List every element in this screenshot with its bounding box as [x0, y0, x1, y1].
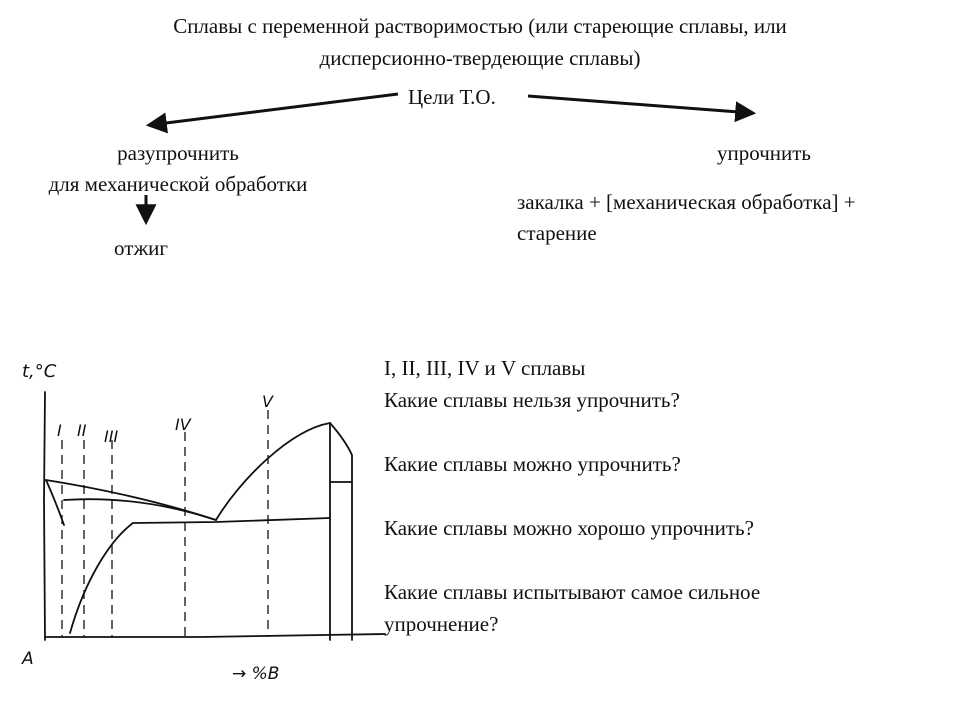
alloy-label-5: V: [262, 392, 273, 411]
procedure-line-2: старение: [517, 221, 597, 245]
title-line-1: Сплавы с переменной растворимостью (или стареющие сплавы, или: [173, 14, 787, 38]
question-1: Какие сплавы нельзя упрочнить?: [384, 388, 680, 412]
questions-intro: I, II, III, IV и V сплавы: [384, 356, 586, 380]
question-4-line-1: Какие сплавы испытывают самое сильное: [384, 580, 761, 604]
soften-purpose: для механической обработки: [48, 172, 308, 196]
question-4-line-2: упрочнение?: [384, 612, 499, 636]
liquidus-right: [216, 423, 330, 520]
question-2: Какие сплавы можно упрочнить?: [384, 452, 681, 476]
alloy-label-3: III: [104, 427, 119, 446]
right-phase-boundary: [330, 423, 352, 482]
composition-axis: [45, 634, 385, 637]
alloy-label-1: I: [57, 421, 62, 440]
goal-node: Цели Т.О.: [408, 85, 496, 109]
temperature-axis: [44, 392, 45, 640]
procedure-line-1: закалка + [механическая обработка] +: [517, 190, 856, 214]
arrow-to-soften: [150, 94, 398, 125]
origin-label: A: [22, 649, 34, 669]
soften-label: разупрочнить: [117, 141, 239, 165]
solidus-left-2: [64, 499, 216, 520]
strengthen-label: упрочнить: [717, 141, 811, 165]
y-axis-label: t,°C: [22, 361, 57, 382]
annealing-label: отжиг: [114, 236, 169, 260]
phase-diagram: [44, 392, 385, 640]
solvus-curve: [70, 523, 133, 633]
solidus-left: [46, 480, 64, 525]
question-3: Какие сплавы можно хорошо упрочнить?: [384, 516, 754, 540]
arrow-to-strengthen: [528, 96, 752, 113]
x-axis-label: → %B: [232, 664, 280, 684]
title-line-2: дисперсионно-твердеющие сплавы): [319, 46, 641, 70]
eutectic-line: [133, 518, 330, 523]
alloy-label-4: IV: [175, 415, 191, 434]
alloy-label-2: II: [77, 421, 87, 440]
